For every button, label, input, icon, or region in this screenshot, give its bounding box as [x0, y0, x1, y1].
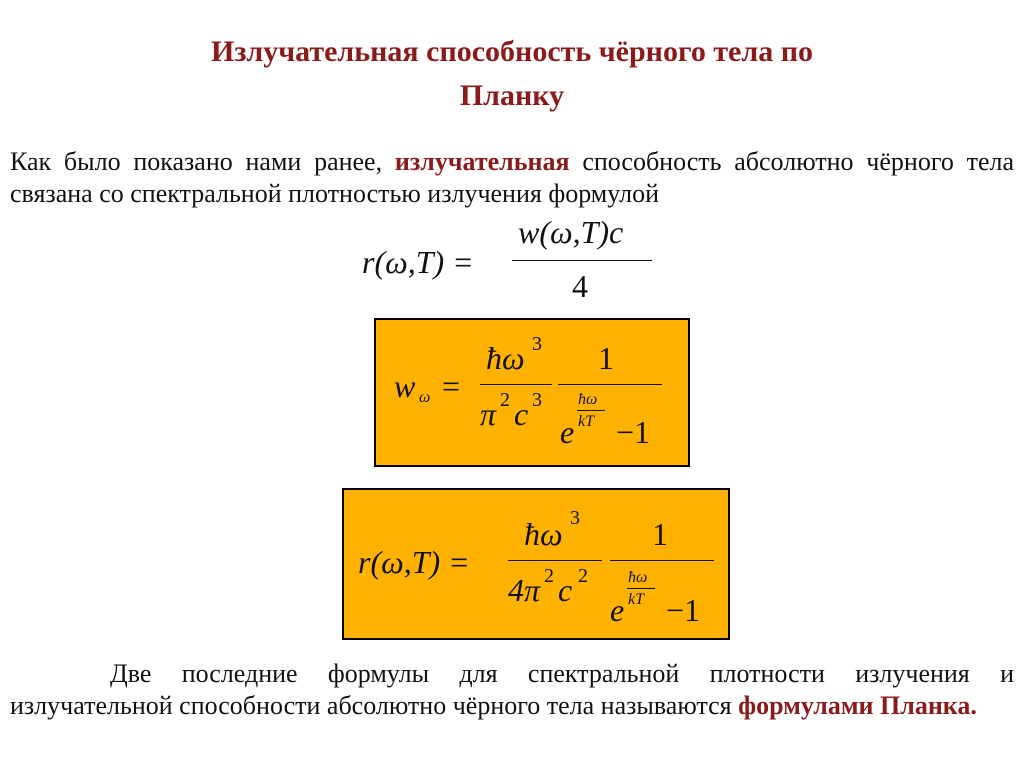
- formula2-denominator-1-pi: π: [480, 396, 497, 432]
- intro-highlight: излучательная: [394, 147, 570, 176]
- formula3-exponent-denominator: kT: [628, 591, 644, 608]
- formula2-numerator-1: ħω: [486, 340, 525, 376]
- formula3-denominator-1-prefix: 4π: [508, 572, 541, 608]
- formula1-numerator: w(ω,T)c: [518, 214, 624, 250]
- conclusion-paragraph: [10, 658, 1014, 722]
- slide-title: [60, 30, 964, 118]
- formula2-exponent-bar: [577, 410, 605, 411]
- formula2-equals: =: [442, 368, 461, 404]
- formula-box-emissivity: [342, 488, 730, 640]
- formula3-minus-one: −1: [666, 592, 701, 628]
- title-line-1: Излучательная способность чёрного тела по: [211, 35, 813, 68]
- intro-text-2: способность абсолютно чёрного тела связана со спектральной плотностью излучения формулой: [10, 147, 1015, 208]
- formula-spectral-density: [376, 320, 688, 465]
- formula2-fraction-bar-1: [480, 384, 552, 385]
- formula3-exponent-numerator: ħω: [628, 569, 648, 586]
- formula3-lhs: r(ω,T) =: [358, 544, 470, 580]
- formula3-numerator-2: 1: [652, 516, 668, 552]
- formula2-denominator-1-c: c: [514, 396, 529, 432]
- formula2-lhs-subscript: ω: [419, 389, 431, 406]
- intro-text-1: Как было показано нами ранее,: [10, 147, 383, 176]
- formula3-fraction-bar-2: [610, 560, 714, 561]
- conclusion-period: .: [970, 691, 977, 720]
- formula2-exponent-e: e: [560, 414, 575, 450]
- conclusion-text: Две последние формулы для спектральной плотности излучения и излучательной способности абсолютно чёрного тела называются: [10, 659, 1014, 720]
- formula-box-spectral-density: [374, 318, 690, 467]
- formula-emissivity: [344, 490, 728, 638]
- formula3-numerator-1: ħω: [524, 516, 563, 552]
- formula1-lhs: r(ω,T) =: [362, 244, 474, 280]
- formula1-fraction-bar: [512, 260, 652, 261]
- title-line-2: Планку: [459, 79, 565, 112]
- formula3-exponent-bar: [627, 588, 655, 589]
- formula2-numerator-1-exp: 3: [532, 333, 542, 355]
- formula2-fraction-bar-2: [558, 384, 662, 385]
- formula2-lhs: w: [394, 368, 416, 404]
- formula2-numerator-2: 1: [598, 340, 614, 376]
- formula-emissivity-relation: [362, 214, 662, 304]
- formula2-denominator-1-exp-b: 3: [532, 389, 542, 411]
- formula1-denominator: 4: [572, 268, 588, 304]
- formula3-denominator-1-c: c: [558, 572, 573, 608]
- formula3-denominator-1-exp-b: 2: [578, 565, 588, 587]
- conclusion-highlight: формулами Планка: [738, 691, 971, 720]
- formula3-fraction-bar-1: [508, 560, 602, 561]
- formula2-minus-one: −1: [616, 414, 651, 450]
- intro-paragraph: [10, 146, 1014, 210]
- formula2-denominator-1-exp-a: 2: [500, 389, 510, 411]
- formula2-exponent-denominator: kT: [578, 413, 594, 430]
- formula3-denominator-1-exp-a: 2: [544, 565, 554, 587]
- formula3-exponent-e: e: [610, 592, 625, 628]
- formula3-numerator-1-exp: 3: [570, 507, 580, 529]
- formula2-exponent-numerator: ħω: [578, 391, 598, 408]
